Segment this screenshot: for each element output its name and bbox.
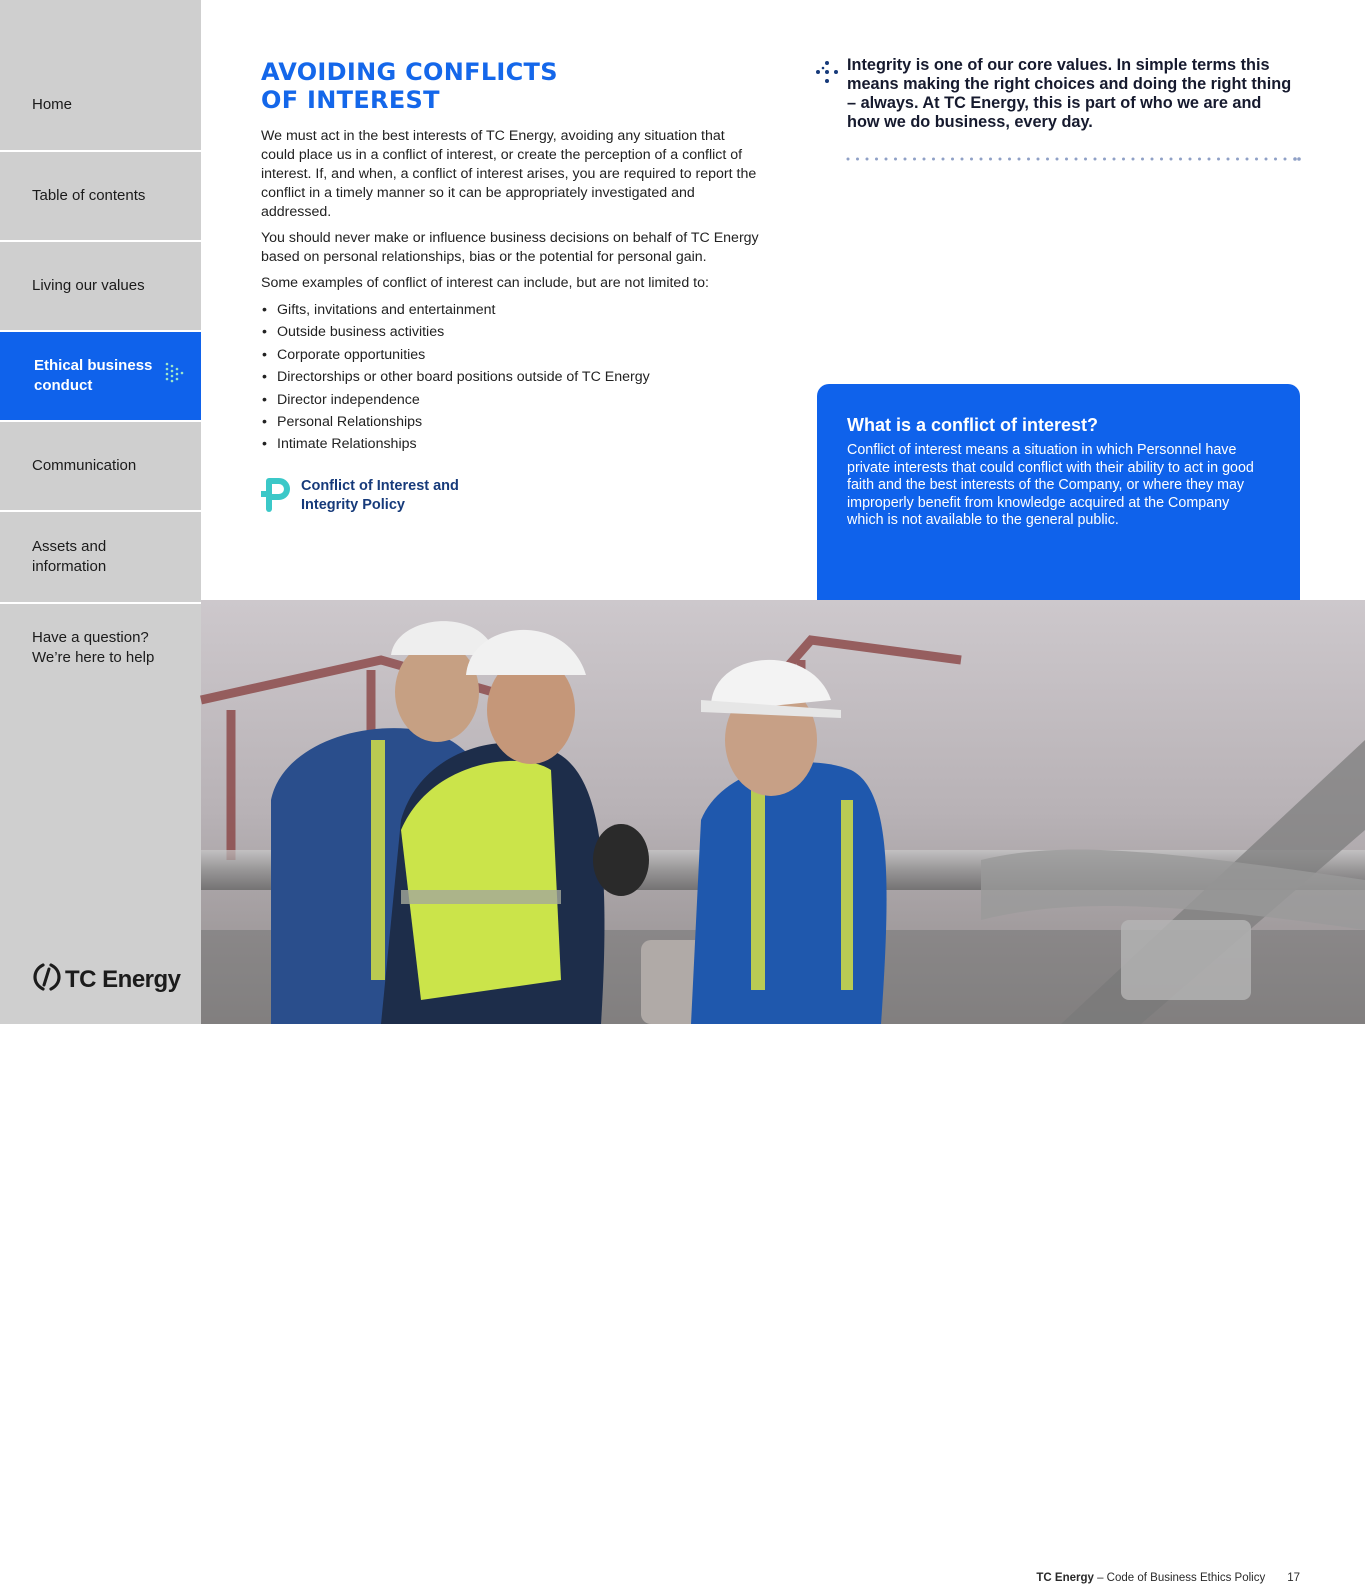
list-item: • Outside business activities xyxy=(261,321,761,343)
examples-intro-paragraph: Some examples of conflict of interest can include, but are not limited to: xyxy=(261,275,709,291)
logo-text: TC Energy xyxy=(65,965,181,993)
sidebar-item-table-of-contents[interactable] xyxy=(0,152,201,242)
sidebar-item-living-our-values[interactable] xyxy=(0,242,201,332)
policy-link-label: Conflict of Interest and Integrity Policy xyxy=(301,478,459,513)
policy-icon xyxy=(261,477,291,516)
decisions-paragraph: You should never make or influence business decisions on behalf of TC Energy based on personal relationships, bias or the potential for personal gain. xyxy=(261,230,759,265)
footer-brand: TC Energy xyxy=(1036,1572,1094,1584)
sidebar-item-label: Living our values xyxy=(32,277,145,294)
dots-quote-icon xyxy=(814,60,840,91)
sidebar-item-assets-and-information[interactable] xyxy=(0,512,201,604)
footer-doc-title: – Code of Business Ethics Policy xyxy=(1093,1572,1266,1584)
list-item: • Directorships or other board positions outside of TC Energy xyxy=(261,366,761,388)
sidebar-item-label: Home xyxy=(32,96,73,113)
definition-box xyxy=(817,384,1300,600)
integrity-quote: Integrity is one of our core values. In simple terms this means making the right choices and doing the right thing – always. At TC Energy, this is part of who we are and how we do business, every day. xyxy=(847,56,1292,131)
sidebar-item-have-a-question[interactable] xyxy=(0,604,201,696)
list-item: • Gifts, invitations and entertainment xyxy=(261,299,761,321)
dotted-divider xyxy=(846,152,1301,171)
sidebar-item-label: Communication xyxy=(32,457,137,474)
page-footer xyxy=(1036,1572,1300,1584)
intro-paragraph: We must act in the best interests of TC Energy, avoiding any situation that could place us in a conflict of interest, or create the perception of a conflict of interest. If, and when, a conflict of interest arises, you are required to report the conflict in a timely manner so it can be appropriately investigated and addressed. xyxy=(261,128,757,220)
list-item: • Director independence xyxy=(261,389,761,411)
list-item: • Personal Relationships xyxy=(261,411,761,433)
sidebar-item-ethical-business-conduct[interactable] xyxy=(0,332,201,422)
dotted-arrow-icon xyxy=(164,361,186,391)
sidebar-item-label: Table of contents xyxy=(32,187,146,204)
sidebar-item-label: Ethical business conduct xyxy=(34,357,153,394)
examples-list xyxy=(261,299,761,456)
sidebar-item-communication[interactable] xyxy=(0,422,201,512)
policy-link[interactable] xyxy=(261,477,491,516)
definition-body: Conflict of interest means a situation in which Personnel have private interests that could conflict with their ability to act in good faith and the best interests of the Company, or where they may improperly benefit from knowledge acquired at the Company which is not available to the general public. xyxy=(847,442,1254,528)
definition-title: What is a conflict of interest? xyxy=(847,415,1099,435)
page-number: 17 xyxy=(1287,1572,1300,1584)
workers-photo xyxy=(201,600,1365,1584)
page-title: AVOIDING CONFLICTS OF INTEREST xyxy=(261,58,558,114)
list-item: • Intimate Relationships xyxy=(261,433,761,455)
sidebar-item-label: Assets and information xyxy=(32,538,107,575)
sidebar-item-home[interactable] xyxy=(0,60,201,152)
sidebar-nav xyxy=(0,0,201,1024)
sidebar-item-label: Have a question? We’re here to help xyxy=(32,629,155,666)
list-item: • Corporate opportunities xyxy=(261,344,761,366)
tc-energy-logo-icon xyxy=(33,962,61,997)
tc-energy-logo[interactable] xyxy=(33,962,181,997)
